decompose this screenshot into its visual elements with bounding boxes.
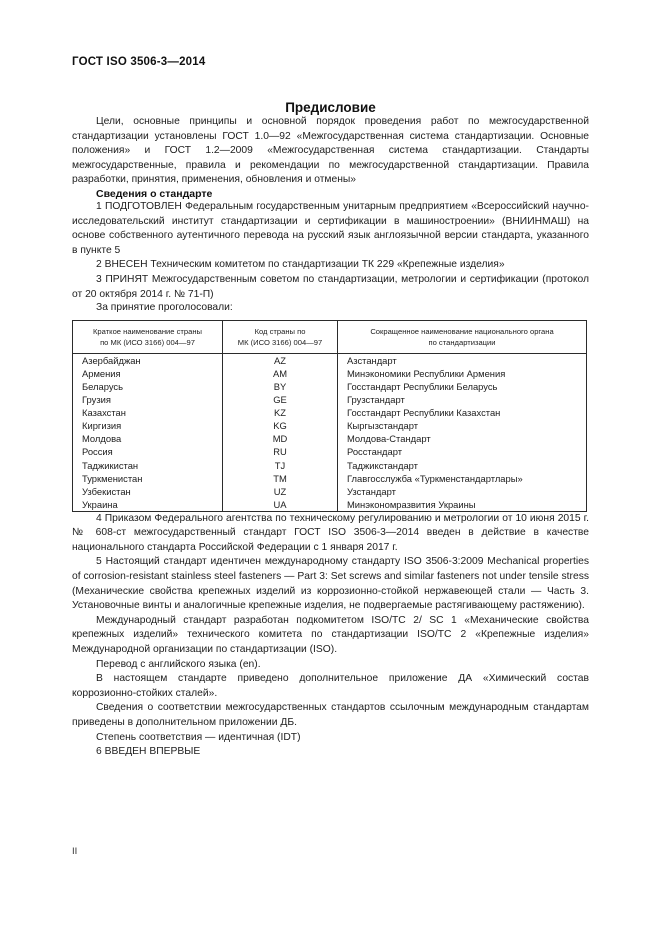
national-body-cell: Госстандарт Республики Беларусь [347, 381, 498, 393]
country-code-cell: GE [273, 394, 287, 406]
column-header-national-body-line1: Сокращенное наименование национального органа [370, 327, 554, 337]
national-body-cell: Росстандарт [347, 446, 402, 458]
country-code-cell: KG [273, 420, 287, 432]
national-body-cell: Азстандарт [347, 355, 397, 367]
country-participation-table [72, 320, 587, 512]
country-code-cell: BY [273, 381, 287, 393]
national-body-cell: Молдова-Стандарт [347, 433, 431, 445]
clause-6-paragraph: 6 ВВЕДЕН ВПЕРВЫЕ [96, 746, 201, 758]
country-code-cell: AZ [274, 355, 286, 367]
country-name-list [73, 354, 222, 511]
country-code-cell: AM [272, 368, 288, 380]
country-name-cell: Молдова [82, 433, 122, 445]
country-code-cell: KZ [274, 407, 286, 419]
vote-label: За принятие проголосовали: [96, 302, 233, 314]
table-header [73, 321, 587, 354]
table-header-row [73, 321, 587, 354]
column-header-country-name-line1: Краткое наименование страны [93, 327, 202, 337]
national-body-cell: Грузстандарт [347, 394, 405, 406]
country-name-cell: Киргизия [82, 420, 122, 432]
country-code-cell: TM [273, 472, 287, 484]
column-header-national-body-line2: по стандартизации [428, 338, 496, 348]
column-header-country-code-line2: МК (ИСО 3166) 004—97 [237, 338, 323, 348]
country-name-cell: Беларусь [82, 381, 124, 393]
country-name-cell: Азербайджан [82, 355, 141, 367]
country-name-cell: Таджикистан [82, 459, 139, 471]
country-name-cell: Казахстан [82, 407, 126, 419]
clause-3-paragraph: 3 ПРИНЯТ Межгосударственным советом по стандартизации, метрологии и сертификации (протокол от 20 октября 2014 г. № 71-П) [72, 273, 589, 300]
national-body-cell: Таджикстандарт [347, 459, 418, 471]
cell-national-bodies [338, 354, 587, 512]
national-body-cell: Узстандарт [347, 485, 396, 497]
clause-5-paragraph-c: Перевод с английского языка (en). [96, 658, 261, 670]
column-header-country-code [223, 321, 338, 354]
national-body-list [338, 354, 586, 511]
clause-5-paragraph-e: Сведения о соответствии межгосударственных стандартов ссылочным международным стандартам приведены в дополнительном приложении ДБ. [72, 702, 589, 728]
country-name-cell: Армения [82, 368, 121, 380]
page-number: II [72, 846, 78, 857]
country-code-cell: UA [273, 498, 287, 510]
country-name-cell: Туркменистан [82, 472, 143, 484]
country-code-cell: RU [273, 446, 287, 458]
country-name-cell: Россия [82, 446, 113, 458]
country-name-cell: Узбекистан [82, 485, 131, 497]
clause-5-paragraph: 5 Настоящий стандарт идентичен международному стандарту ISO 3506-3:2009 Mechanical properties of corrosion-resistant stainless steel fasteners — Part 3: Set screws and similar fasteners not under tensile stress (Механические свойства крепежных изделий из коррозионно-стойкой нержавеющей стали — Часть 3. Установочные винты и аналогичные крепежные изделия, не подвергаемые растягивающему растяжению). [72, 556, 589, 612]
clause-5-paragraph-b: Международный стандарт разработан подкомитетом ISO/TC 2/ SC 1 «Механические свойства крепежных изделий» технического комитета по стандартизации ISO/TC 2 «Крепежные изделия» Международной организации по стандартизации (ISO). [72, 614, 589, 656]
column-header-country-code-line1: Код страны по [254, 327, 306, 337]
page-content [72, 56, 589, 760]
clause-1-paragraph: 1 ПОДГОТОВЛЕН Федеральным государственным унитарным предприятием «Всероссийский научно-исследовательский институт стандартизации и сертификации в машиностроении» (ВНИИНМАШ) на основе собственного аутентичного перевода на русский язык англоязычной версии стандарта, указанного в пункте 5 [72, 200, 589, 256]
national-body-cell: Минэкономразвития Украины [347, 498, 476, 510]
document-header-standard-number: ГОСТ ISO 3506-3—2014 [72, 56, 206, 68]
national-body-cell: Госстандарт Республики Казахстан [347, 407, 501, 419]
intro-paragraph: Цели, основные принципы и основной порядок проведения работ по межгосударственной стандартизации установлены ГОСТ 1.0—92 «Межгосударственная система стандартизации. Основные положения» и ГОСТ 1.2—2009 «Межгосударственная система стандартизации. Стандарты межгосударственные, правила и рекомендации по межгосударственной стандартизации. Правила разработки, принятия, применения, обновления и отмены» [72, 116, 589, 186]
column-header-national-body [338, 321, 587, 354]
national-body-cell: Главгосслужба «Туркменстандартлары» [347, 472, 523, 484]
country-name-cell: Грузия [82, 394, 111, 406]
clause-5-paragraph-f: Степень соответствия — идентичная (IDT) [96, 731, 301, 743]
cell-country-codes [223, 354, 338, 512]
clause-4-paragraph: 4 Приказом Федерального агентства по техническому регулированию и метрологии от 10 июня 2015 г.№ 608-ст межгосударственный стандарт ГОСТ ISO 3506-3—2014 введен в действие в качестве национального стандарта Российской Федерации с 1 января 2017 г. [72, 512, 589, 553]
clause-5-paragraph-d: В настоящем стандарте приведено дополнительное приложение ДА «Химический состав коррозионно-стойких сталей». [72, 673, 589, 699]
national-body-cell: Кыргызстандарт [347, 420, 419, 432]
column-header-country-name [73, 321, 223, 354]
section-heading-standard-info: Сведения о стандарте [96, 187, 213, 200]
national-body-cell: Минэкономики Республики Армения [347, 368, 506, 380]
country-name-cell: Украина [82, 498, 118, 510]
page-title: Предисловие [285, 100, 376, 115]
clause-2-paragraph: 2 ВНЕСЕН Техническим комитетом по стандартизации ТК 229 «Крепежные изделия» [96, 259, 505, 271]
table-body [73, 354, 587, 512]
column-header-country-name-line2: по МК (ИСО 3166) 004—97 [100, 338, 195, 348]
country-code-cell: TJ [274, 459, 286, 471]
table-row [73, 354, 587, 512]
country-code-cell: MD [272, 433, 288, 445]
cell-country-names [73, 354, 223, 512]
country-code-cell: UZ [273, 485, 287, 497]
country-code-list [223, 354, 337, 511]
